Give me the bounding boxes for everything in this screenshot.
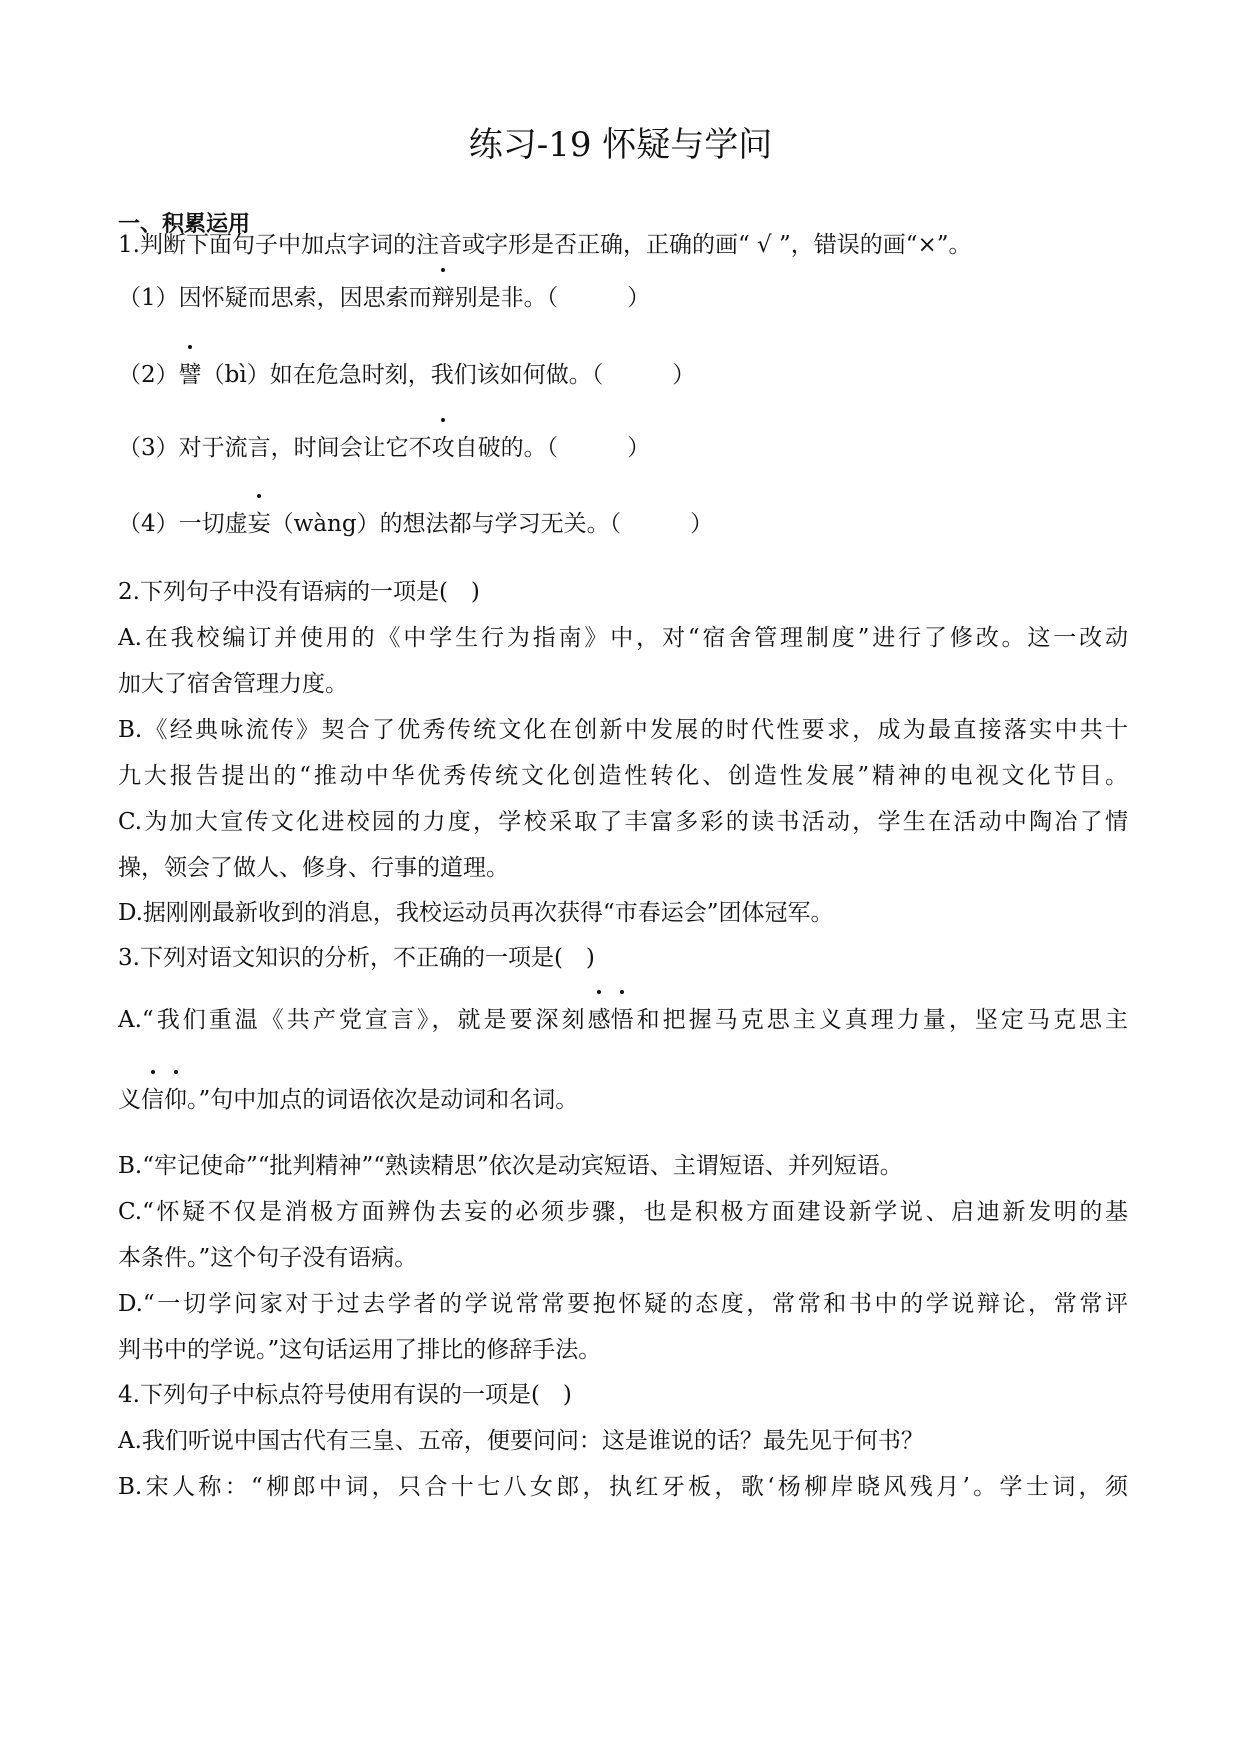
- item-text: （1）因怀疑而思索，因思索而: [118, 285, 432, 311]
- dotted-char: 譬: [179, 355, 202, 395]
- question-2-option-a-line-2: 加大了宿舍管理力度。: [118, 671, 348, 697]
- question-1-item-2: [118, 355, 1128, 395]
- question-2-option-c-line-2: 操，领会了做人、修身、行事的道理。: [118, 855, 509, 881]
- dotted-char: 悟: [611, 1000, 634, 1040]
- question-4-option-a-line-1: A.我们听说中国古代有三皇、五帝，便要问问：这是谁说的话？最先见于何书？: [118, 1428, 924, 1454]
- question-2-option-a-line-1: A.在我校编订并使用的《中学生行为指南》中，对“宿舍管理制度”进行了修改。这一改动: [118, 625, 1128, 651]
- question-3-option-d-line-1: D.“一切学问家对于过去学者的学说常常要抱怀疑的态度，常常和书中的学说辩论，常常评: [118, 1291, 1128, 1317]
- question-3-stem: 3.下列对语文知识的分析，不正确的一项是( ): [118, 945, 595, 971]
- item-text: （bì）如在危急时刻，我们该如何做。（ ）: [201, 362, 696, 388]
- question-3-option-a-line-2: [118, 1080, 1128, 1120]
- question-3-option-a-line-1: [118, 1000, 1128, 1040]
- question-2-option-d-line-1: D.据刚刚最新收到的消息，我校运动员再次获得“市春运会”团体冠军。: [118, 900, 834, 926]
- dotted-char: 妄: [248, 504, 271, 544]
- dotted-char: 感: [588, 1000, 611, 1040]
- option-text: 和把握马克思主义真理力量，坚定马克思主: [633, 1007, 1128, 1033]
- dotted-char: 攻: [432, 428, 455, 468]
- dotted-char: 仰: [164, 1080, 187, 1120]
- option-text: 义: [118, 1087, 141, 1113]
- item-text: （4）一切虚: [118, 511, 248, 537]
- question-3-option-c-line-2: 本条件。”这个句子没有语病。: [118, 1245, 418, 1271]
- item-text: （2）: [118, 362, 179, 388]
- dotted-char: 信: [141, 1080, 164, 1120]
- question-1-item-4: [118, 504, 1128, 544]
- option-text: 。”句中加点的词语依次是动词和名词。: [187, 1087, 579, 1113]
- item-text: 自破的。（ ）: [454, 435, 651, 461]
- question-2-option-c-line-1: C.为加大宣传文化进校园的力度，学校采取了丰富多彩的读书活动，学生在活动中陶冶了情: [118, 809, 1128, 835]
- question-4-option-b-line-1: B.宋人称：“柳郎中词，只合十七八女郎，执红牙板，歌‘杨柳岸晓风残月’。学士词，须: [118, 1474, 1128, 1500]
- question-3-option-c-line-1: C.“怀疑不仅是消极方面辨伪去妄的必须步骤，也是积极方面建设新学说、启迪新发明的基: [118, 1199, 1128, 1225]
- question-2-option-b-line-2: 九大报告提出的“推动中华优秀传统文化创造性转化、创造性发展”精神的电视文化节目。: [118, 763, 1128, 789]
- question-3-option-b-line-1: B.“牢记使命”“批判精神”“熟读精思”依次是动宾短语、主谓短语、并列短语。: [118, 1153, 903, 1179]
- item-text: （wàng）的想法都与学习无关。（ ）: [270, 511, 714, 537]
- question-2-stem: 2.下列句子中没有语病的一项是( ): [118, 579, 480, 605]
- question-4-stem: 4.下列句子中标点符号使用有误的一项是( ): [118, 1382, 572, 1408]
- section-heading: 一、积累运用: [118, 212, 251, 237]
- question-1-item-3: [118, 428, 1128, 468]
- item-text: （3）对于流言，时间会让它不: [118, 435, 432, 461]
- question-2-option-b-line-1: B.《经典咏流传》契合了优秀传统文化在创新中发展的时代性要求，成为最直接落实中共十: [118, 717, 1128, 743]
- question-1-item-1: [118, 278, 1128, 318]
- question-1-stem: 1.判断下面句子中加点字词的注音或字形是否正确，正确的画“ √ ”，错误的画“×”。: [118, 232, 972, 258]
- option-text: A.“我们重温《共产党宣言》，就是要深刻: [118, 1007, 588, 1033]
- question-3-option-d-line-2: 判书中的学说。”这句话运用了排比的修辞手法。: [118, 1337, 602, 1363]
- item-text: 别是非。（ ）: [454, 285, 651, 311]
- page-title: 练习-19 怀疑与学问: [468, 125, 773, 165]
- dotted-char: 辩: [432, 278, 455, 318]
